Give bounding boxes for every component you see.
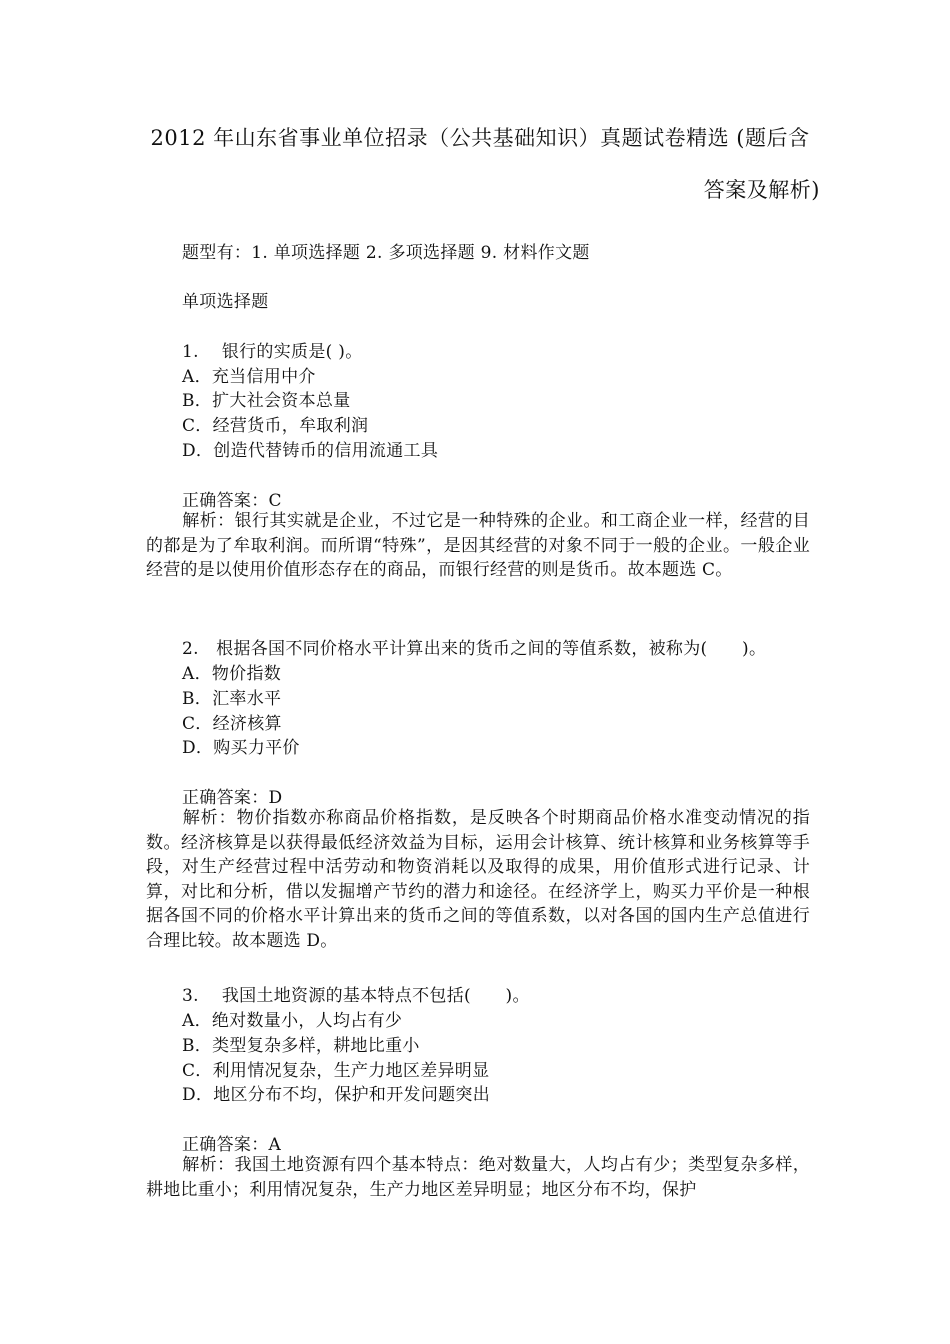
question-3-stem: 3. 我国土地资源的基本特点不包括( )。 bbox=[182, 986, 530, 1006]
document-title-line1: 2012 年山东省事业单位招录（公共基础知识）真题试卷精选 (题后含 bbox=[150, 126, 810, 150]
question-2-stem: 2. 根据各国不同价格水平计算出来的货币之间的等值系数，被称为( )。 bbox=[182, 639, 767, 659]
question-3-analysis-text: 解析：我国土地资源有四个基本特点：绝对数量大，人均占有少；类型复杂多样，耕地比重小；利用情况复杂，生产力地区差异明显；地区分布不均，保护 bbox=[146, 1155, 810, 1200]
question-3-option-b: B．类型复杂多样，耕地比重小 bbox=[182, 1036, 420, 1056]
question-2-analysis-text: 解析：物价指数亦称商品价格指数，是反映各个时期商品价格水准变动情况的指数。经济核算是以获得最低经济效益为目标，运用会计核算、统计核算和业务核算等手段，对生产经营过程中活劳动和物资消耗以及取得的成果，用价值形式进行记录、计算，对比和分析，借以发掘增产节约的潜力和途径。在经济学上，购买力平价是一种根据各国不同的价格水平计算出来的货币之间的等值系数，以对各国的国内生产总值进行合理比较。故本题选 D。 bbox=[146, 808, 810, 951]
question-2-option-a: A．物价指数 bbox=[182, 664, 282, 684]
question-1-option-d: D．创造代替铸币的信用流通工具 bbox=[182, 441, 439, 461]
question-3-option-c: C．利用情况复杂，生产力地区差异明显 bbox=[182, 1061, 490, 1081]
document-title-line2: 答案及解析) bbox=[703, 178, 820, 202]
question-3-option-d: D．地区分布不均，保护和开发问题突出 bbox=[182, 1085, 491, 1105]
question-3-answer: 正确答案：A bbox=[182, 1135, 282, 1155]
question-3-analysis bbox=[146, 1153, 810, 1202]
question-1-analysis-text: 解析：银行其实就是企业，不过它是一种特殊的企业。和工商企业一样，经营的目的都是为了牟取利润。而所谓“特殊”，是因其经营的对象不同于一般的企业。一般企业经营的是以使用价值形态存在的商品，而银行经营的则是货币。故本题选 C。 bbox=[146, 511, 810, 581]
question-2-answer: 正确答案：D bbox=[182, 788, 283, 808]
question-1-option-b: B．扩大社会资本总量 bbox=[182, 391, 351, 411]
question-2-analysis bbox=[146, 806, 810, 954]
question-3-option-a: A．绝对数量小，人均占有少 bbox=[182, 1011, 403, 1031]
question-1-option-a: A．充当信用中介 bbox=[182, 367, 316, 387]
question-2-option-c: C．经济核算 bbox=[182, 714, 282, 734]
question-1-analysis bbox=[146, 509, 810, 583]
section-title: 单项选择题 bbox=[182, 292, 269, 312]
question-types-line: 题型有：1. 单项选择题 2. 多项选择题 9. 材料作文题 bbox=[182, 243, 590, 263]
question-2-option-b: B．汇率水平 bbox=[182, 689, 282, 709]
question-1-stem: 1. 银行的实质是( )。 bbox=[182, 342, 363, 362]
question-1-answer: 正确答案：C bbox=[182, 491, 282, 511]
question-2-option-d: D．购买力平价 bbox=[182, 738, 300, 758]
question-1-option-c: C．经营货币，牟取利润 bbox=[182, 416, 369, 436]
